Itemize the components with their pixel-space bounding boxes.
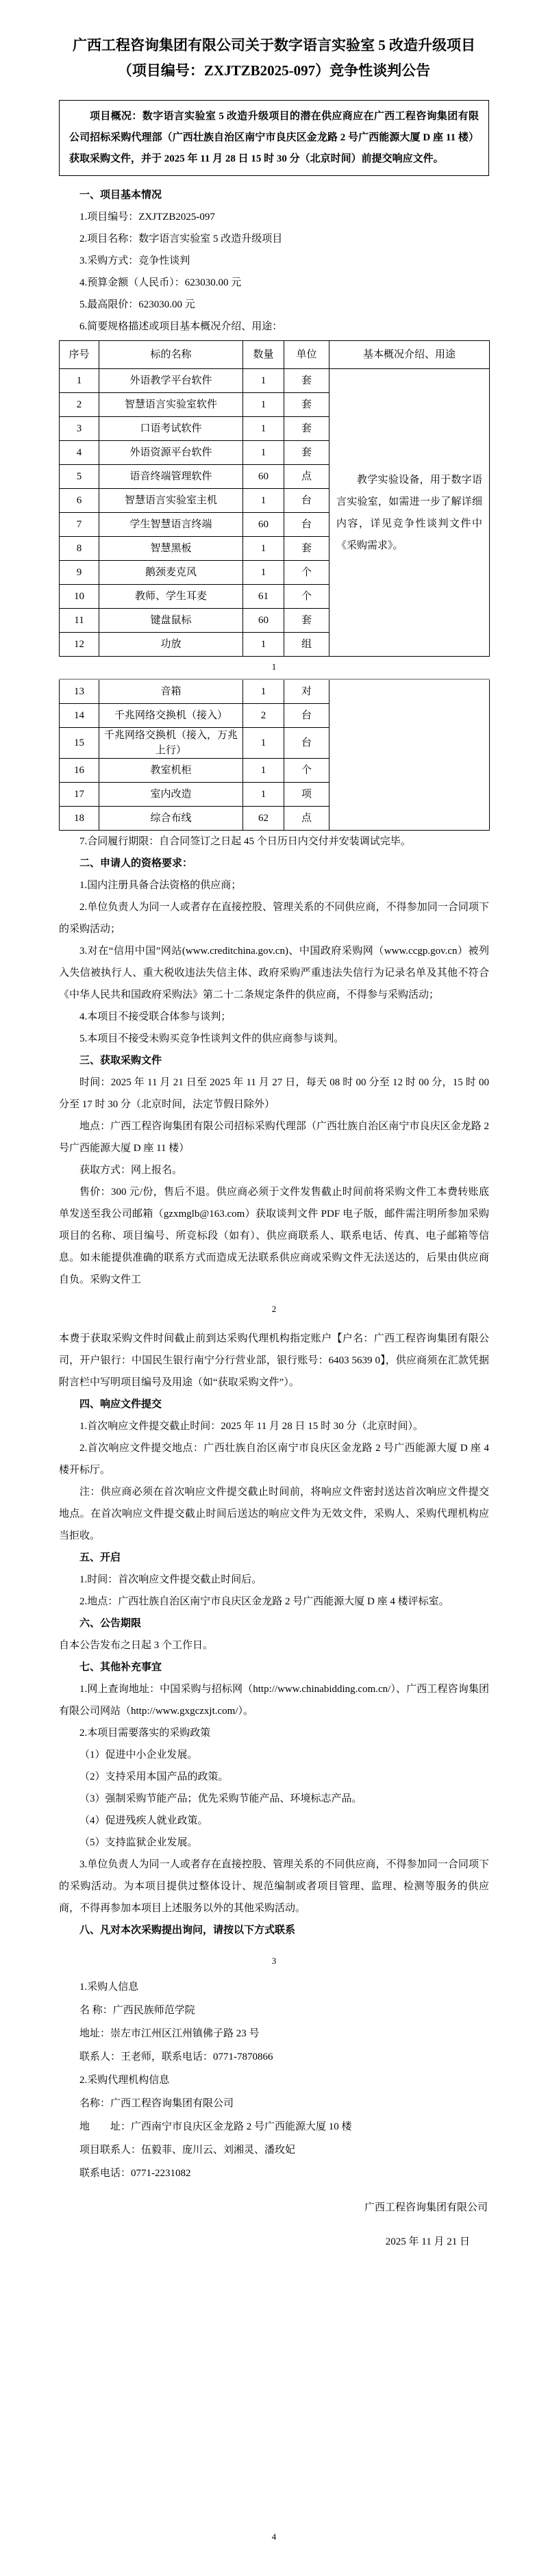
cell-unit: 台 xyxy=(284,489,329,513)
cell-qty: 1 xyxy=(243,633,284,657)
cell-no: 2 xyxy=(60,393,99,417)
document-title-line2: （项目编号：ZXJTZB2025-097）竞争性谈判公告 xyxy=(117,62,431,79)
other-policy-3: （3）强制采购节能产品；优先采购节能产品、环境标志产品。 xyxy=(79,1793,362,1804)
cell-qty: 1 xyxy=(243,783,284,807)
qualification-item-5: 5.本项目不接受未购买竞争性谈判文件的供应商参与谈判。 xyxy=(79,1033,345,1044)
document-title-line1: 广西工程咨询集团有限公司关于数字语言实验室 5 改造升级项目 xyxy=(73,37,475,53)
cell-unit: 套 xyxy=(284,393,329,417)
purchaser-contact: 联系人：王老师，联系电话：0771-7870866 xyxy=(79,2051,273,2062)
agency-phone: 联系电话：0771-2231082 xyxy=(79,2168,191,2179)
cell-qty: 62 xyxy=(243,807,284,831)
cell-qty: 1 xyxy=(243,759,284,783)
cell-unit: 对 xyxy=(284,679,329,704)
cell-no: 14 xyxy=(60,704,99,728)
goods-intro-note: 教学实验设备，用于数字语言实验室，如需进一步了解详细内容，详见竞争性谈判文件中《采购需求》。 xyxy=(329,369,490,657)
basic-info-item-project-no: 1.项目编号：ZXJTZB2025-097 xyxy=(79,212,215,223)
cell-qty: 60 xyxy=(243,465,284,489)
col-header-no: 序号 xyxy=(60,341,99,369)
cell-unit: 套 xyxy=(284,441,329,465)
cell-name: 功放 xyxy=(99,633,243,657)
section-other-heading: 七、其他补充事宜 xyxy=(79,1662,162,1673)
page-number-2: 2 xyxy=(271,1304,277,1314)
goods-table-page2 xyxy=(59,679,490,831)
agency-contact: 项目联系人：伍毅菲、庞川云、刘湘灵、潘玫妃 xyxy=(79,2145,296,2156)
cell-no: 9 xyxy=(60,561,99,585)
section-qualification-heading: 二、申请人的资格要求： xyxy=(79,858,193,869)
other-policy-4: （4）促进残疾人就业政策。 xyxy=(79,1815,208,1826)
purchaser-name: 名 称：广西民族师范学院 xyxy=(79,2005,195,2016)
goods-table-page1 xyxy=(59,340,490,657)
submission-deadline: 1.首次响应文件提交截止时间：2025 年 11 月 28 日 15 时 30 分（北京时间）。 xyxy=(79,1421,423,1432)
cell-qty: 1 xyxy=(243,537,284,561)
cell-unit: 台 xyxy=(284,513,329,537)
cell-name: 外语资源平台软件 xyxy=(99,441,243,465)
qualification-item-3: 3.对在“信用中国”网站(www.creditchina.gov.cn)、中国政府采购网（www.ccgp.gov.cn）被列入失信被执行人、重大税收违法失信主体、政府采购严重违法失信行为记录名单及其他不符合《中华人民共和国政府采购法》第二十二条规定条件的供应商，不得参与采购活动； xyxy=(59,946,489,1000)
opening-time: 1.时间：首次响应文件提交截止时间后。 xyxy=(79,1574,262,1585)
cell-qty: 1 xyxy=(243,679,284,704)
cell-no: 11 xyxy=(60,609,99,633)
section-period-heading: 六、公告期限 xyxy=(79,1618,142,1629)
col-header-qty: 数量 xyxy=(243,341,284,369)
cell-no: 18 xyxy=(60,807,99,831)
project-overview-box: 项目概况：数字语言实验室 5 改造升级项目的潜在供应商应在广西工程咨询集团有限公司招标采购代理部（广西壮族自治区南宁市良庆区金龙路 2 号广西能源大厦 D 座 11 楼）获取采购文件，并于 2025 年 11 月 28 日 15 时 30 分（北京时间）前提交响应文件。 xyxy=(59,100,489,176)
cell-name: 智慧黑板 xyxy=(99,537,243,561)
cell-unit: 个 xyxy=(284,585,329,609)
cell-no: 8 xyxy=(60,537,99,561)
cell-no: 16 xyxy=(60,759,99,783)
cell-no: 4 xyxy=(60,441,99,465)
agency-name: 名称：广西工程咨询集团有限公司 xyxy=(79,2098,234,2109)
cell-no: 3 xyxy=(60,417,99,441)
obtain-price-part1: 售价：300 元/份，售后不退。供应商必须于文件发售截止时间前将采购文件工本费转账底单发送至我公司邮箱（gzxmglb@163.com）获取谈判文件 PDF 电子版，邮件需注明所参加采购项目的名称、项目编号、所竞标段（如有）、供应商联系人、联系电话、传真、电子邮箱等信息。如未能提供准确的联系方式而造成无法联系供应商或采购文件无法送达的，后果由供应商自负。采购文件工 xyxy=(59,1187,489,1285)
cell-unit: 点 xyxy=(284,465,329,489)
other-policy-5: （5）支持监狱企业发展。 xyxy=(79,1837,198,1848)
other-item-policy: 2.本项目需要落实的采购政策 xyxy=(79,1728,211,1739)
cell-qty: 60 xyxy=(243,513,284,537)
cell-no: 10 xyxy=(60,585,99,609)
cell-unit: 项 xyxy=(284,783,329,807)
cell-name: 教室机柜 xyxy=(99,759,243,783)
cell-unit: 点 xyxy=(284,807,329,831)
cell-unit: 台 xyxy=(284,728,329,759)
cell-qty: 1 xyxy=(243,393,284,417)
cell-unit: 套 xyxy=(284,369,329,393)
cell-no: 17 xyxy=(60,783,99,807)
basic-info-item-budget: 4.预算金额（人民币）：623030.00 元 xyxy=(79,277,242,288)
cell-name: 千兆网络交换机（接入） xyxy=(99,704,243,728)
purchaser-address: 地址：崇左市江州区江州镇佛子路 23 号 xyxy=(79,2028,260,2039)
cell-qty: 1 xyxy=(243,441,284,465)
section-contact-heading: 八、凡对本次采购提出询问，请按以下方式联系 xyxy=(79,1925,296,1936)
cell-name: 教师、学生耳麦 xyxy=(99,585,243,609)
page-number-4: 4 xyxy=(271,2531,277,2542)
qualification-item-1: 1.国内注册具备合法资格的供应商； xyxy=(79,880,242,891)
cell-unit: 台 xyxy=(284,704,329,728)
page-number-1: 1 xyxy=(271,661,277,672)
cell-qty: 1 xyxy=(243,369,284,393)
obtain-price-part2: 本费于获取采购文件时间截止前到达采购代理机构指定账户【户名：广西工程咨询集团有限公司，开户银行：中国民生银行南宁分行营业部，银行账号：6403 5639 0】，供应商须在汇款凭据附言栏中写明项目编号及用途（如“获取采购文件”）。 xyxy=(59,1333,489,1388)
cell-qty: 1 xyxy=(243,489,284,513)
other-policy-2: （2）支持采用本国产品的政策。 xyxy=(79,1771,229,1782)
cell-name: 外语教学平台软件 xyxy=(99,369,243,393)
cell-name: 学生智慧语言终端 xyxy=(99,513,243,537)
cell-no: 6 xyxy=(60,489,99,513)
col-header-unit: 单位 xyxy=(284,341,329,369)
goods-table-header-row xyxy=(60,341,490,369)
cell-qty: 1 xyxy=(243,417,284,441)
goods-intro-note-empty xyxy=(329,679,490,831)
agency-address: 地 址：广西南宁市良庆区金龙路 2 号广西能源大厦 10 楼 xyxy=(79,2121,352,2132)
signature-date: 2025 年 11 月 21 日 xyxy=(385,2236,470,2247)
basic-info-item-method: 3.采购方式：竞争性谈判 xyxy=(79,255,190,266)
obtain-place: 地点：广西工程咨询集团有限公司招标采购代理部（广西壮族自治区南宁市良庆区金龙路 2 号广西能源大厦 D 座 11 楼） xyxy=(59,1121,489,1154)
section-opening-heading: 五、开启 xyxy=(79,1552,121,1563)
cell-qty: 1 xyxy=(243,561,284,585)
cell-unit: 套 xyxy=(284,417,329,441)
cell-qty: 61 xyxy=(243,585,284,609)
basic-info-item-max-price: 5.最高限价：623030.00 元 xyxy=(79,299,195,310)
contract-period: 7.合同履行期限：自合同签订之日起 45 个日历日内交付并安装调试完毕。 xyxy=(79,836,411,847)
col-header-intro: 基本概况介绍、用途 xyxy=(329,341,490,369)
cell-unit: 个 xyxy=(284,759,329,783)
cell-name: 语音终端管理软件 xyxy=(99,465,243,489)
cell-name: 智慧语言实验室主机 xyxy=(99,489,243,513)
other-item-query-address: 1.网上查询地址：中国采购与招标网（http://www.chinabidding.com.cn/）、广西工程咨询集团有限公司网站（http://www.gxgczxjt.com/）。 xyxy=(59,1684,489,1717)
cell-no: 5 xyxy=(60,465,99,489)
section-obtain-heading: 三、获取采购文件 xyxy=(79,1055,162,1066)
basic-info-item-project-name: 2.项目名称：数字语言实验室 5 改造升级项目 xyxy=(79,233,283,244)
cell-no: 12 xyxy=(60,633,99,657)
cell-unit: 组 xyxy=(284,633,329,657)
page-number-3: 3 xyxy=(271,1956,277,1966)
col-header-name: 标的名称 xyxy=(99,341,243,369)
basic-info-item-spec-intro: 6.简要规格描述或项目基本概况介绍、用途： xyxy=(79,321,283,332)
cell-name: 音箱 xyxy=(99,679,243,704)
table-row xyxy=(60,679,490,704)
signature-company: 广西工程咨询集团有限公司 xyxy=(364,2202,488,2213)
opening-place: 2.地点：广西壮族自治区南宁市良庆区金龙路 2 号广西能源大厦 D 座 4 楼评标室。 xyxy=(79,1596,449,1607)
submission-place: 2.首次响应文件提交地点：广西壮族自治区南宁市良庆区金龙路 2 号广西能源大厦 D 座 4 楼开标厅。 xyxy=(59,1443,489,1476)
cell-no: 7 xyxy=(60,513,99,537)
cell-unit: 套 xyxy=(284,537,329,561)
cell-name: 键盘鼠标 xyxy=(99,609,243,633)
obtain-time: 时间：2025 年 11 月 21 日至 2025 年 11 月 27 日，每天 08 时 00 分至 12 时 00 分，15 时 00 分至 17 时 30 分（北京时间，法定节假日除外） xyxy=(59,1077,489,1110)
cell-qty: 2 xyxy=(243,704,284,728)
other-policy-1: （1）促进中小企业发展。 xyxy=(79,1750,198,1760)
cell-name: 智慧语言实验室软件 xyxy=(99,393,243,417)
cell-name: 鹅颈麦克风 xyxy=(99,561,243,585)
cell-no: 1 xyxy=(60,369,99,393)
section-submission-heading: 四、响应文件提交 xyxy=(79,1399,162,1410)
qualification-item-4: 4.本项目不接受联合体参与谈判； xyxy=(79,1011,232,1022)
agency-info-title: 2.采购代理机构信息 xyxy=(79,2075,170,2086)
submission-note: 注：供应商必须在首次响应文件提交截止时间前，将响应文件密封送达首次响应文件提交地点。在首次响应文件提交截止时间后送达的响应文件为无效文件，采购人、采购代理机构应当拒收。 xyxy=(59,1487,489,1541)
cell-qty: 1 xyxy=(243,728,284,759)
section-basic-info-heading: 一、项目基本情况 xyxy=(79,190,162,201)
obtain-method: 获取方式：网上报名。 xyxy=(79,1165,183,1176)
cell-unit: 个 xyxy=(284,561,329,585)
cell-name: 口语考试软件 xyxy=(99,417,243,441)
cell-qty: 60 xyxy=(243,609,284,633)
cell-name: 综合布线 xyxy=(99,807,243,831)
other-item-restriction: 3.单位负责人为同一人或者存在直接控股、管理关系的不同供应商，不得参加同一合同项下的采购活动。为本项目提供过整体设计、规范编制或者项目管理、监理、检测等服务的供应商，不得再参加本项目上述服务以外的其他采购活动。 xyxy=(59,1859,489,1914)
period-text: 自本公告发布之日起 3 个工作日。 xyxy=(59,1640,214,1651)
cell-name: 千兆网络交换机（接入，万兆上行） xyxy=(99,728,243,759)
cell-unit: 套 xyxy=(284,609,329,633)
qualification-item-2: 2.单位负责人为同一人或者存在直接控股、管理关系的不同供应商，不得参加同一合同项下的采购活动； xyxy=(59,902,489,935)
table-row xyxy=(60,369,490,393)
purchaser-info-title: 1.采购人信息 xyxy=(79,1982,139,1993)
cell-no: 13 xyxy=(60,679,99,704)
cell-no: 15 xyxy=(60,728,99,759)
cell-name: 室内改造 xyxy=(99,783,243,807)
